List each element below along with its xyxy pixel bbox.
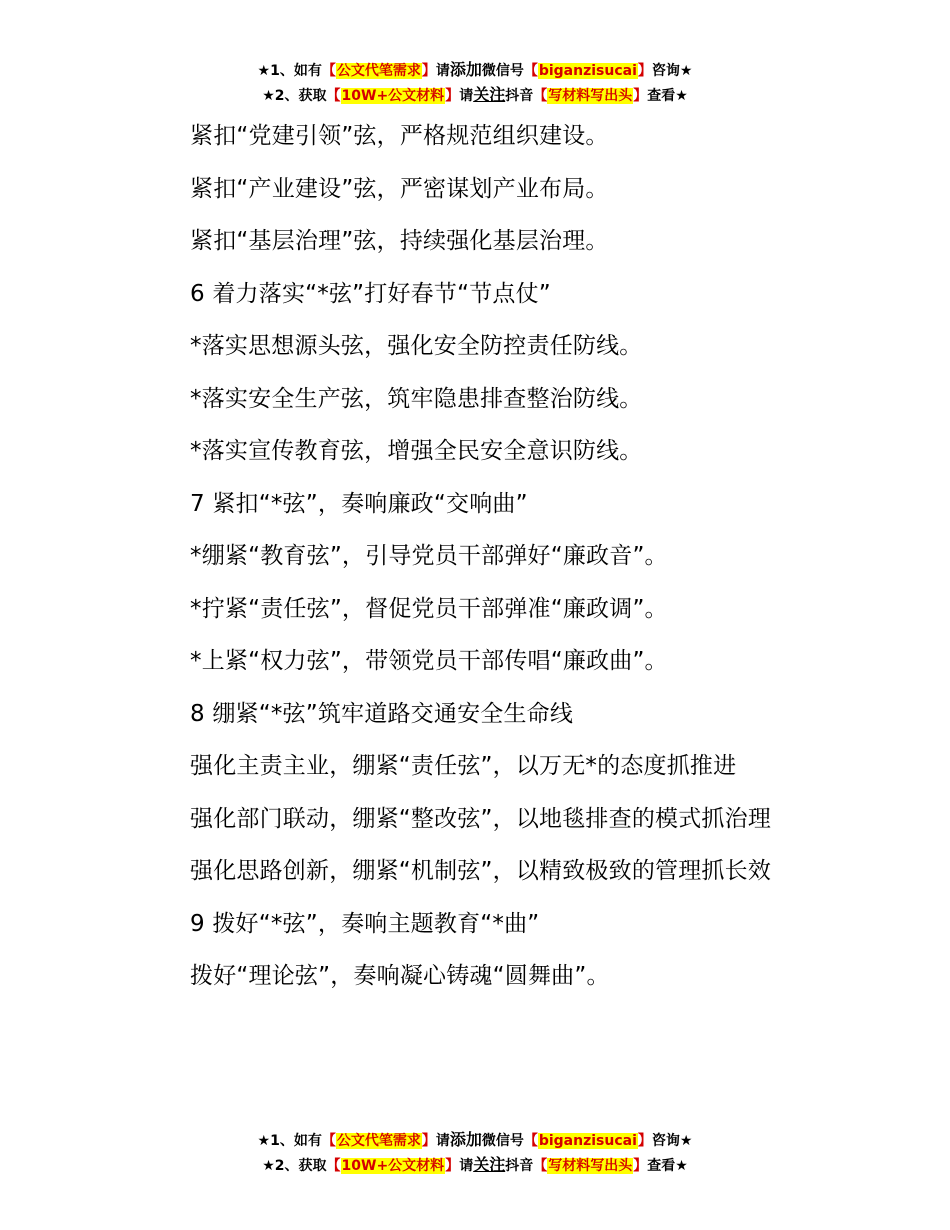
bracket: 】 [421,63,436,79]
bracket: 】 [633,1158,648,1174]
banner-text: ★2、获取 [262,88,327,104]
section-heading: 9 拨好“*弦”，奏响主题教育“*曲” [190,910,540,937]
bracket: 】 [637,1133,652,1149]
paragraph: 强化主责主业，绷紧“责任弦”，以万无*的态度抓推进 [190,753,737,779]
section-heading: 6 着力落实“*弦”打好春节“节点仗” [190,280,551,307]
banner-text: 微信号 [481,1133,524,1149]
paragraph: *落实安全生产弦，筑牢隐患排查整治防线。 [190,385,643,412]
bracket: 【 [533,1158,548,1174]
banner-text: 请 [459,1158,474,1174]
paragraph: *绷紧“教育弦”，引导党员干部弹好“廉政音”。 [190,543,668,569]
banner-line-2 [0,1153,950,1178]
banner-text: 查看★ [647,1158,688,1174]
bracket: 【 [326,88,341,104]
banner-line-1 [0,58,950,83]
banner-text: 微信号 [481,63,524,79]
banner-text-emphasis: 关注 [473,1155,506,1174]
paragraph: *落实宣传教育弦，增强全民安全意识防线。 [190,438,643,464]
bracket: 】 [445,88,460,104]
bracket: 】 [445,1158,460,1174]
banner-text-emphasis: 添加 [449,60,482,79]
paragraph: 拨好“理论弦”，奏响凝心铸魂“圆舞曲”。 [190,963,610,989]
paragraph: 紧扣“党建引领”弦，严格规范组织建设。 [190,123,609,149]
footer-banner [0,1128,950,1178]
banner-text: 咨询★ [651,1133,693,1149]
paragraph: *上紧“权力弦”，带领党员干部传唱“廉政曲”。 [190,648,668,674]
bracket: 【 [326,1158,341,1174]
banner-text: 抖音 [505,88,534,104]
banner-text-emphasis: 关注 [473,85,506,104]
bracket: 【 [523,1133,538,1149]
highlight-ghostwriting: 公文代笔需求 [336,1133,421,1149]
document-body [140,115,815,1008]
bracket: 】 [637,63,652,79]
highlight-douyin-account: 写材料写出头 [548,88,633,104]
bracket: 【 [523,63,538,79]
header-banner [0,58,950,108]
banner-text: 查看★ [647,88,688,104]
bracket: 【 [533,88,548,104]
banner-text: ★1、如有 [257,1133,322,1149]
banner-text: 请 [435,1133,450,1149]
bracket: 】 [633,88,648,104]
banner-text: 咨询★ [651,63,693,79]
paragraph: 强化思路创新，绷紧“机制弦”，以精致极致的管理抓长效 [190,858,772,884]
paragraph: *拧紧“责任弦”，督促党员干部弹准“廉政调”。 [190,595,668,622]
highlight-materials: 10W+公文材料 [341,1158,445,1174]
banner-text: 抖音 [505,1158,534,1174]
bracket: 】 [421,1133,436,1149]
section-heading: 8 绷紧“*弦”筑牢道路交通安全生命线 [190,700,574,727]
highlight-ghostwriting: 公文代笔需求 [336,63,421,79]
highlight-douyin-account: 写材料写出头 [548,1158,633,1174]
banner-text: 请 [459,88,474,104]
banner-text: ★1、如有 [257,63,322,79]
highlight-wechat-id: biganzisucai [538,63,637,79]
bracket: 【 [321,63,336,79]
banner-line-2 [0,83,950,108]
bracket: 【 [321,1133,336,1149]
section-heading: 7 紧扣“*弦”，奏响廉政“交响曲” [190,490,528,517]
paragraph: 紧扣“产业建设”弦，严密谋划产业布局。 [190,175,609,202]
paragraph: 紧扣“基层治理”弦，持续强化基层治理。 [190,228,609,254]
banner-line-1 [0,1128,950,1153]
banner-text-emphasis: 添加 [449,1130,482,1149]
highlight-wechat-id: biganzisucai [538,1133,637,1149]
banner-text: ★2、获取 [262,1158,327,1174]
highlight-materials: 10W+公文材料 [341,88,445,104]
paragraph: *落实思想源头弦，强化安全防控责任防线。 [190,333,643,359]
paragraph: 强化部门联动，绷紧“整改弦”，以地毯排查的模式抓治理 [190,805,772,832]
banner-text: 请 [435,63,450,79]
